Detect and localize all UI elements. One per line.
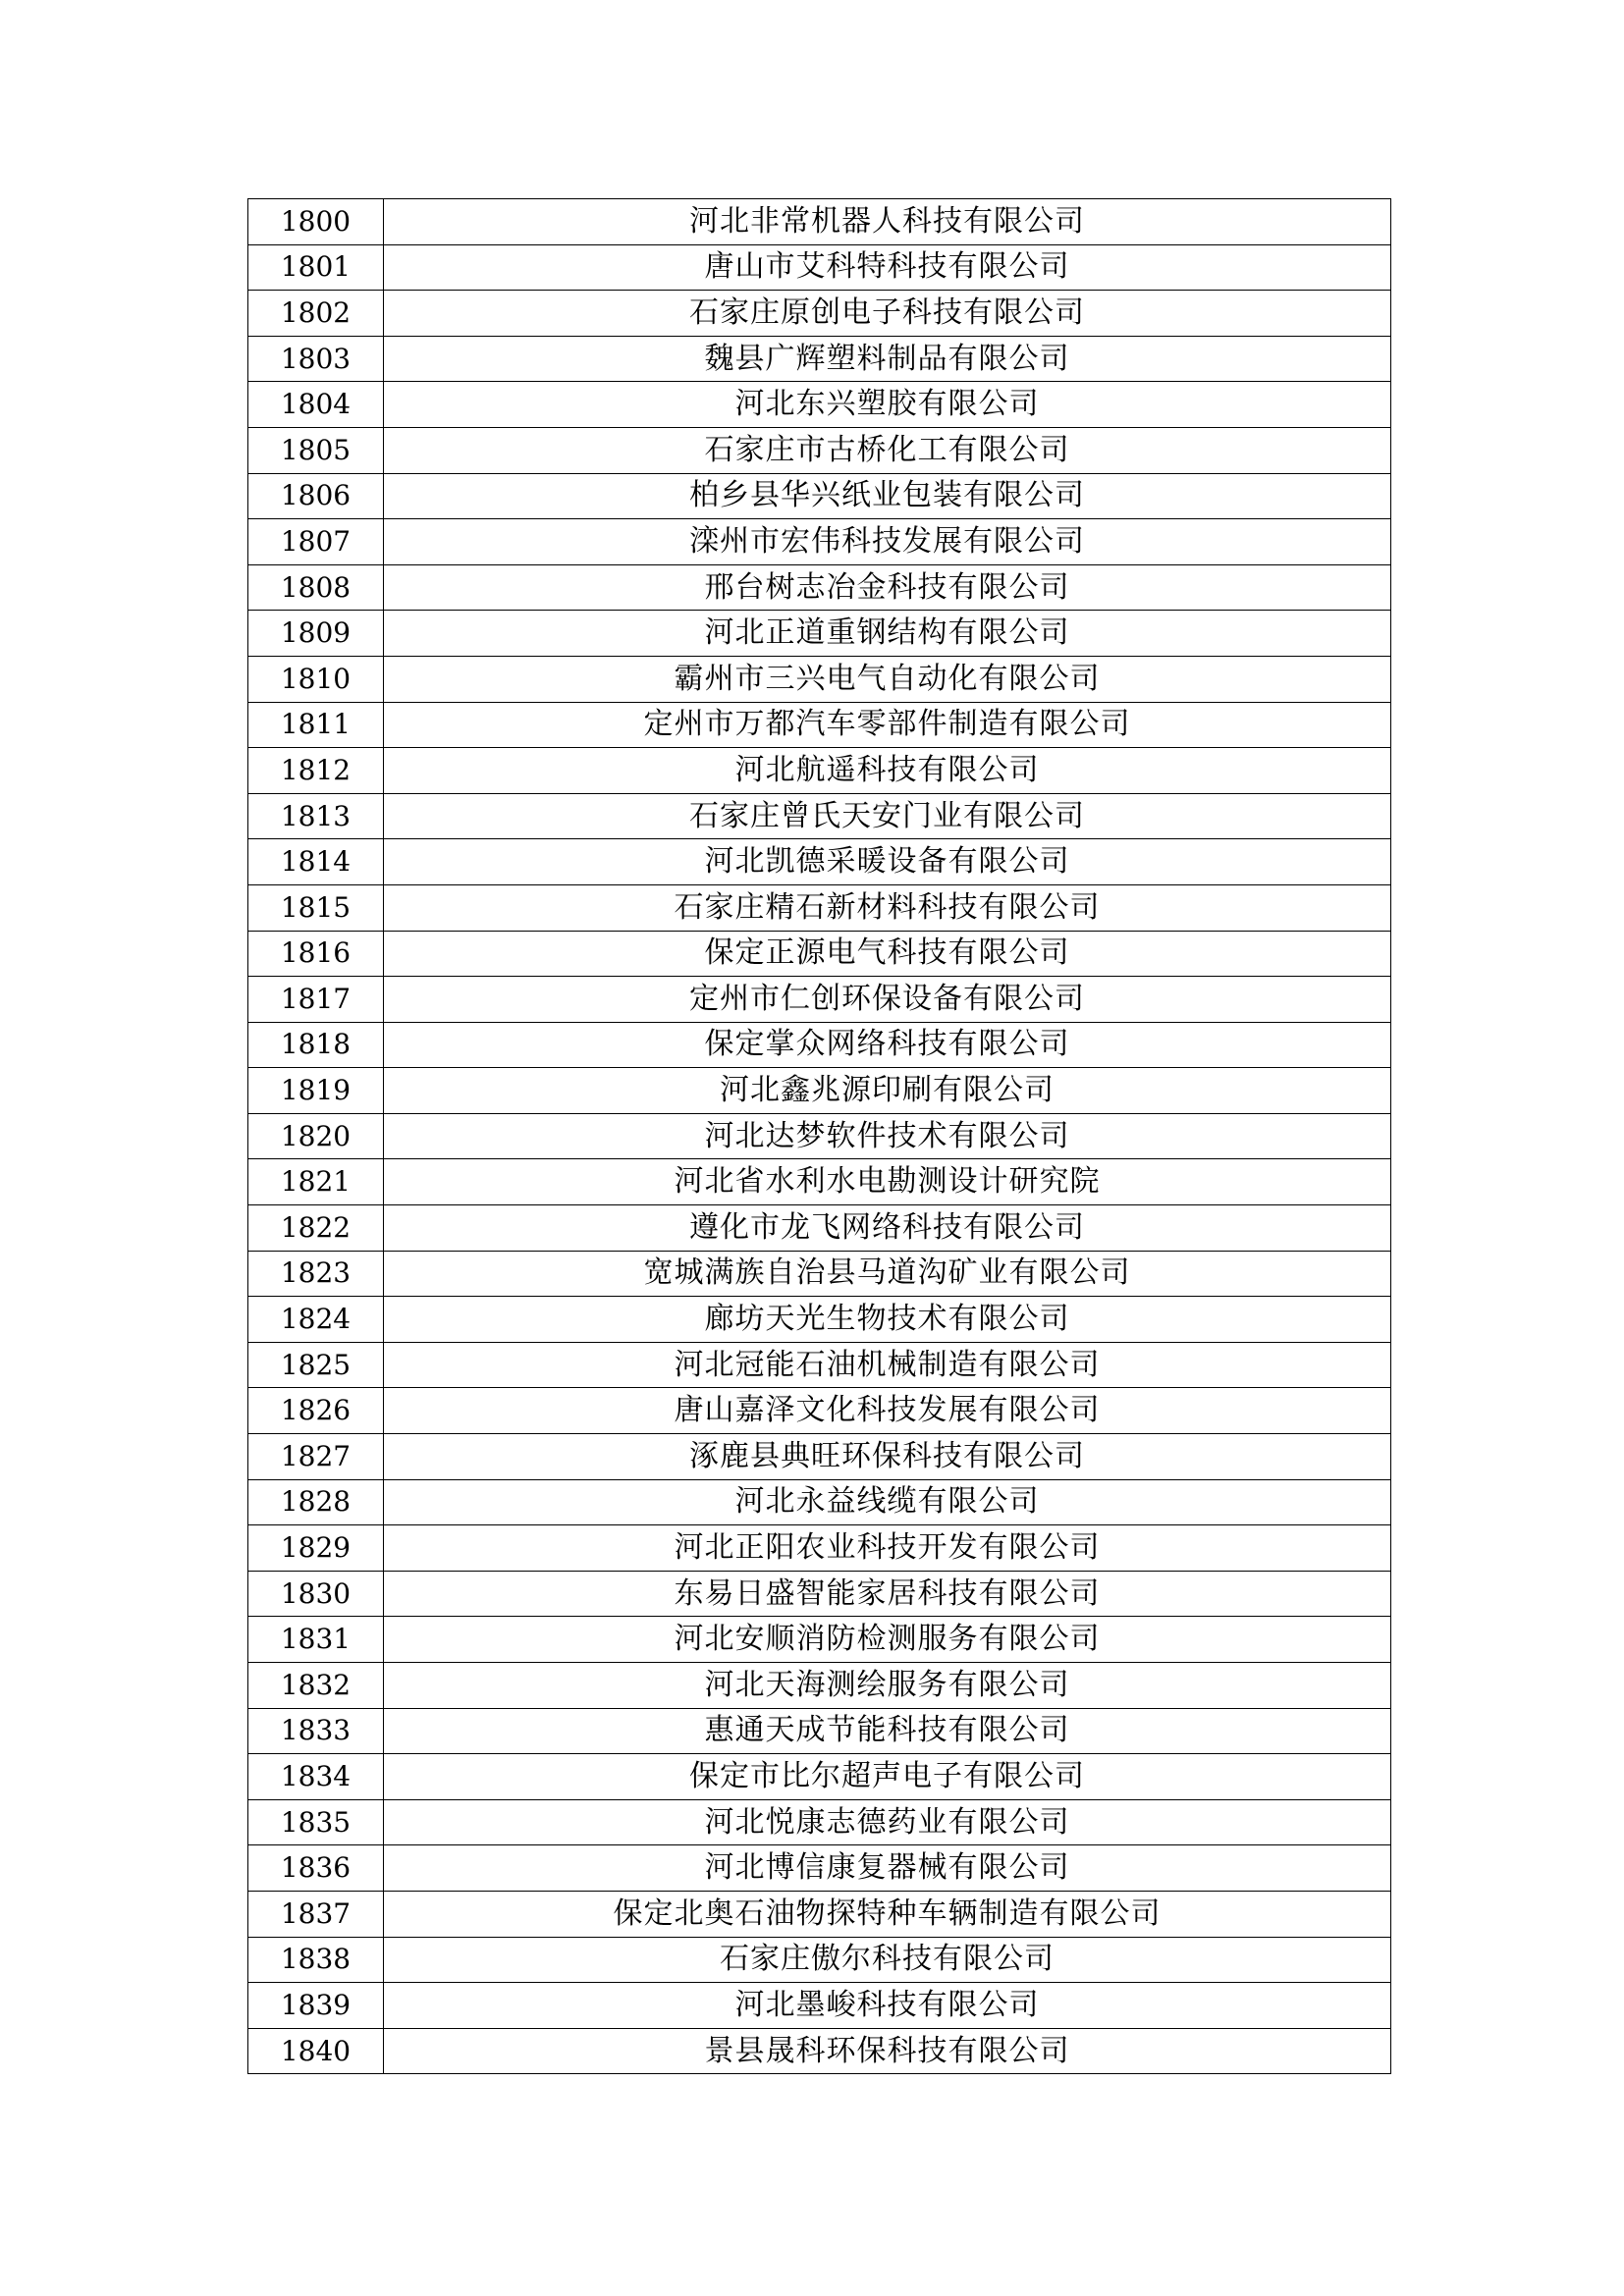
row-number-cell: 1837 <box>248 1891 384 1937</box>
company-name-cell: 河北正道重钢结构有限公司 <box>384 611 1391 657</box>
table-row <box>248 977 1391 1023</box>
row-number-cell: 1824 <box>248 1297 384 1343</box>
table-row <box>248 1708 1391 1754</box>
row-number-cell: 1811 <box>248 702 384 748</box>
table-row <box>248 1388 1391 1434</box>
company-name-cell: 定州市仁创环保设备有限公司 <box>384 977 1391 1023</box>
row-number-cell: 1827 <box>248 1434 384 1480</box>
row-number-cell: 1832 <box>248 1663 384 1709</box>
company-name-cell: 河北墨峻科技有限公司 <box>384 1983 1391 2029</box>
company-name-cell: 河北鑫兆源印刷有限公司 <box>384 1068 1391 1114</box>
company-name-cell: 宽城满族自治县马道沟矿业有限公司 <box>384 1251 1391 1297</box>
company-list-table <box>247 198 1391 2074</box>
table-row <box>248 931 1391 977</box>
row-number-cell: 1808 <box>248 564 384 611</box>
table-row <box>248 1205 1391 1252</box>
row-number-cell: 1804 <box>248 382 384 428</box>
table-row <box>248 1342 1391 1388</box>
company-name-cell: 河北非常机器人科技有限公司 <box>384 199 1391 245</box>
row-number-cell: 1830 <box>248 1571 384 1617</box>
company-name-cell: 景县晟科环保科技有限公司 <box>384 2028 1391 2074</box>
row-number-cell: 1818 <box>248 1022 384 1068</box>
row-number-cell: 1840 <box>248 2028 384 2074</box>
row-number-cell: 1834 <box>248 1754 384 1800</box>
row-number-cell: 1836 <box>248 1845 384 1892</box>
table-row <box>248 1525 1391 1572</box>
row-number-cell: 1831 <box>248 1617 384 1663</box>
row-number-cell: 1833 <box>248 1708 384 1754</box>
company-name-cell: 河北博信康复器械有限公司 <box>384 1845 1391 1892</box>
row-number-cell: 1802 <box>248 291 384 337</box>
company-name-cell: 唐山市艾科特科技有限公司 <box>384 244 1391 291</box>
row-number-cell: 1815 <box>248 884 384 931</box>
company-name-cell: 河北永益线缆有限公司 <box>384 1479 1391 1525</box>
table-row <box>248 702 1391 748</box>
company-name-cell: 石家庄曾氏天安门业有限公司 <box>384 793 1391 839</box>
table-row <box>248 1022 1391 1068</box>
table-row <box>248 793 1391 839</box>
company-name-cell: 保定掌众网络科技有限公司 <box>384 1022 1391 1068</box>
table-row <box>248 1297 1391 1343</box>
table-row <box>248 1479 1391 1525</box>
table-row <box>248 1754 1391 1800</box>
company-name-cell: 东易日盛智能家居科技有限公司 <box>384 1571 1391 1617</box>
company-name-cell: 定州市万都汽车零部件制造有限公司 <box>384 702 1391 748</box>
row-number-cell: 1820 <box>248 1113 384 1159</box>
table-row <box>248 1434 1391 1480</box>
row-number-cell: 1825 <box>248 1342 384 1388</box>
table-row <box>248 2028 1391 2074</box>
company-name-cell: 河北达梦软件技术有限公司 <box>384 1113 1391 1159</box>
table-row <box>248 336 1391 382</box>
company-name-cell: 河北天海测绘服务有限公司 <box>384 1663 1391 1709</box>
table-row <box>248 1068 1391 1114</box>
company-name-cell: 石家庄精石新材料科技有限公司 <box>384 884 1391 931</box>
company-name-cell: 保定正源电气科技有限公司 <box>384 931 1391 977</box>
row-number-cell: 1809 <box>248 611 384 657</box>
row-number-cell: 1814 <box>248 839 384 885</box>
row-number-cell: 1819 <box>248 1068 384 1114</box>
row-number-cell: 1803 <box>248 336 384 382</box>
table-row <box>248 244 1391 291</box>
row-number-cell: 1810 <box>248 656 384 702</box>
company-name-cell: 石家庄市古桥化工有限公司 <box>384 427 1391 473</box>
company-name-cell: 惠通天成节能科技有限公司 <box>384 1708 1391 1754</box>
table-row <box>248 1617 1391 1663</box>
table-row <box>248 1251 1391 1297</box>
company-name-cell: 保定北奥石油物探特种车辆制造有限公司 <box>384 1891 1391 1937</box>
row-number-cell: 1826 <box>248 1388 384 1434</box>
row-number-cell: 1805 <box>248 427 384 473</box>
company-name-cell: 涿鹿县典旺环保科技有限公司 <box>384 1434 1391 1480</box>
row-number-cell: 1800 <box>248 199 384 245</box>
table-row <box>248 564 1391 611</box>
company-name-cell: 石家庄原创电子科技有限公司 <box>384 291 1391 337</box>
table-row <box>248 1891 1391 1937</box>
company-name-cell: 魏县广辉塑料制品有限公司 <box>384 336 1391 382</box>
table-row <box>248 1159 1391 1205</box>
row-number-cell: 1829 <box>248 1525 384 1572</box>
row-number-cell: 1807 <box>248 519 384 565</box>
company-name-cell: 邢台树志冶金科技有限公司 <box>384 564 1391 611</box>
table-row <box>248 382 1391 428</box>
row-number-cell: 1838 <box>248 1937 384 1983</box>
company-name-cell: 河北悦康志德药业有限公司 <box>384 1799 1391 1845</box>
table-row <box>248 884 1391 931</box>
table-row <box>248 1663 1391 1709</box>
row-number-cell: 1806 <box>248 473 384 519</box>
table-row <box>248 1937 1391 1983</box>
table-row <box>248 1799 1391 1845</box>
table-row <box>248 427 1391 473</box>
company-name-cell: 河北东兴塑胶有限公司 <box>384 382 1391 428</box>
table-row <box>248 839 1391 885</box>
company-name-cell: 唐山嘉泽文化科技发展有限公司 <box>384 1388 1391 1434</box>
company-name-cell: 保定市比尔超声电子有限公司 <box>384 1754 1391 1800</box>
company-name-cell: 柏乡县华兴纸业包装有限公司 <box>384 473 1391 519</box>
company-name-cell: 河北安顺消防检测服务有限公司 <box>384 1617 1391 1663</box>
row-number-cell: 1835 <box>248 1799 384 1845</box>
row-number-cell: 1812 <box>248 748 384 794</box>
company-name-cell: 河北冠能石油机械制造有限公司 <box>384 1342 1391 1388</box>
table-row <box>248 519 1391 565</box>
table-row <box>248 199 1391 245</box>
table-row <box>248 611 1391 657</box>
table-row <box>248 656 1391 702</box>
company-name-cell: 廊坊天光生物技术有限公司 <box>384 1297 1391 1343</box>
company-name-cell: 遵化市龙飞网络科技有限公司 <box>384 1205 1391 1252</box>
table-row <box>248 1983 1391 2029</box>
company-name-cell: 河北省水利水电勘测设计研究院 <box>384 1159 1391 1205</box>
table-row <box>248 1845 1391 1892</box>
company-name-cell: 石家庄傲尔科技有限公司 <box>384 1937 1391 1983</box>
row-number-cell: 1817 <box>248 977 384 1023</box>
row-number-cell: 1816 <box>248 931 384 977</box>
company-name-cell: 河北凯德采暖设备有限公司 <box>384 839 1391 885</box>
company-name-cell: 河北航遥科技有限公司 <box>384 748 1391 794</box>
company-name-cell: 霸州市三兴电气自动化有限公司 <box>384 656 1391 702</box>
company-name-cell: 滦州市宏伟科技发展有限公司 <box>384 519 1391 565</box>
company-name-cell: 河北正阳农业科技开发有限公司 <box>384 1525 1391 1572</box>
table-row <box>248 1571 1391 1617</box>
row-number-cell: 1822 <box>248 1205 384 1252</box>
table-row <box>248 291 1391 337</box>
company-list-body <box>248 199 1391 2074</box>
table-row <box>248 1113 1391 1159</box>
row-number-cell: 1823 <box>248 1251 384 1297</box>
row-number-cell: 1801 <box>248 244 384 291</box>
row-number-cell: 1813 <box>248 793 384 839</box>
table-row <box>248 748 1391 794</box>
row-number-cell: 1821 <box>248 1159 384 1205</box>
table-row <box>248 473 1391 519</box>
row-number-cell: 1839 <box>248 1983 384 2029</box>
row-number-cell: 1828 <box>248 1479 384 1525</box>
